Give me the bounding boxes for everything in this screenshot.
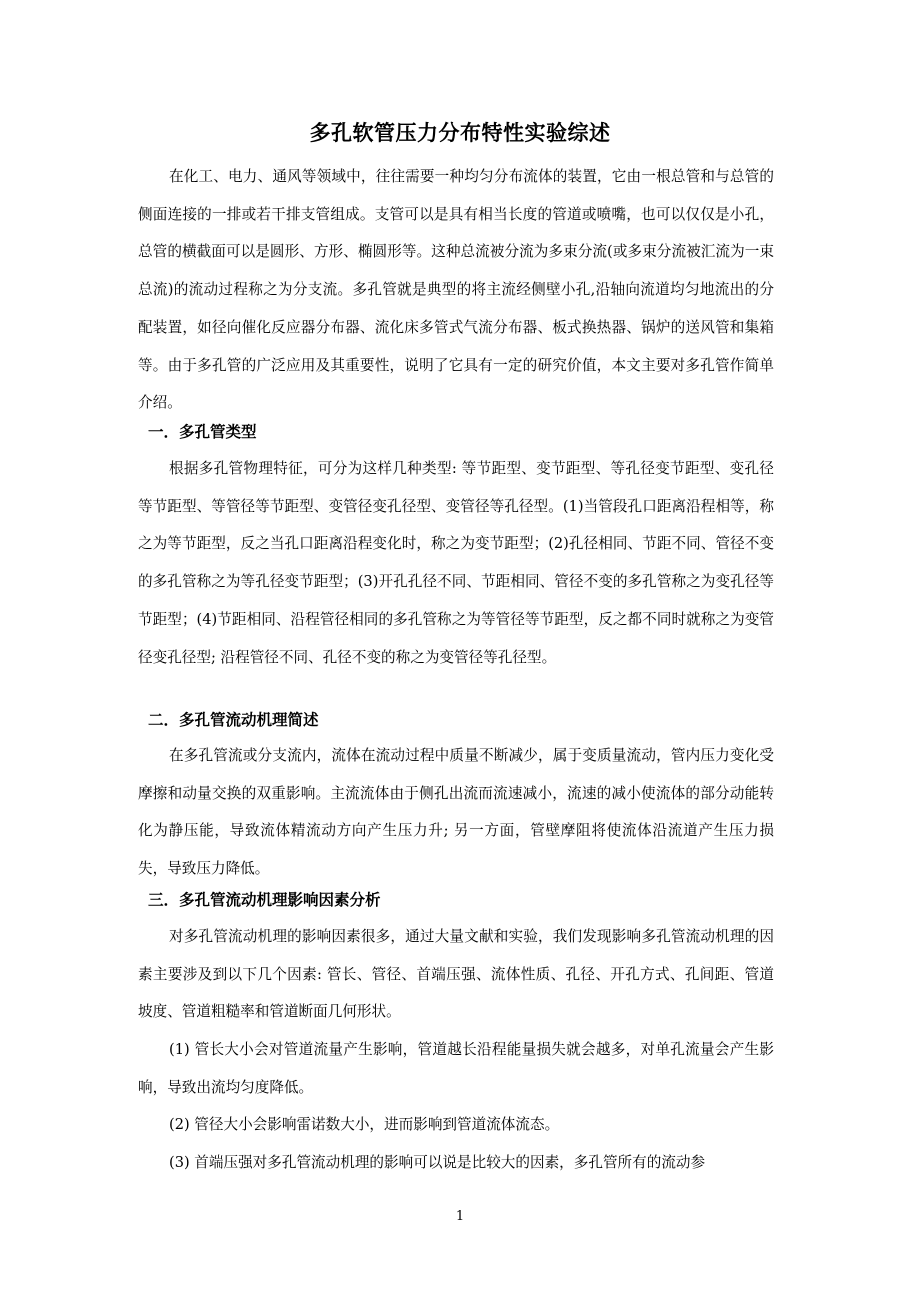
section-heading-types: 一．多孔管类型 — [148, 423, 257, 441]
factor-item-pipe-diameter: (2) 管径大小会影响雷诺数大小，进而影响到管道流体流态。 — [169, 1116, 560, 1133]
types-paragraph: 根据多孔管物理特征，可分为这样几种类型: 等节距型、变节距型、等孔径变节距型、变孔径等节距型、等管径等节距型、变管径变孔径型、变管径等孔径型。(1)当管段孔口距离沿程相等，称之为等节距型，反之当孔口距离沿程变化时，称之为变节距型；(2)孔径相同、节距不同、管径不变的多孔管称之为等孔径变节距型；(3)开孔孔径不同、节距相同、管径不变的多孔管称之为变孔径等节距型；(4)节距相同、沿程管径相同的多孔管称之为等管径等节距型，反之都不同时就称之为变管径变孔径型; 沿程管径不同、孔径不变的称之为变管径等孔径型。 — [138, 460, 774, 666]
intro-paragraph: 在化工、电力、通风等领域中，往往需要一种均匀分布流体的装置，它由一根总管和与总管的侧面连接的一排或若干排支管组成。支管可以是具有相当长度的管道或喷嘴，也可以仅仅是小孔，总管的横截面可以是圆形、方形、椭圆形等。这种总流被分流为多束分流(或多束分流被汇流为一束总流)的流动过程称之为分支流。多孔管就是典型的将主流经侧壁小孔,沿轴向流道均匀地流出的分配装置，如径向催化反应器分布器、流化床多管式气流分布器、板式换热器、锅炉的送风管和集箱等。由于多孔管的广泛应用及其重要性，说明了它具有一定的研究价值，本文主要对多孔管作简单介绍。 — [138, 168, 774, 412]
factor-item-inlet-pressure: (3) 首端压强对多孔管流动机理的影响可以说是比较大的因素，多孔管所有的流动参 — [169, 1154, 706, 1171]
factor-item-pipe-length: (1) 管长大小会对管道流量产生影响，管道越长沿程能量损失就会越多，对单孔流量会产生影响，导致出流均匀度降低。 — [138, 1041, 774, 1096]
page-number: 1 — [455, 1209, 465, 1224]
section-heading-factors: 三．多孔管流动机理影响因素分析 — [148, 891, 381, 909]
section-heading-mechanism: 二．多孔管流动机理简述 — [148, 711, 319, 729]
mechanism-paragraph: 在多孔管流或分支流内，流体在流动过程中质量不断减少，属于变质量流动，管内压力变化受摩擦和动量交换的双重影响。主流流体由于侧孔出流而流速减小，流速的减小使流体的部分动能转化为静压能，导致流体精流动方向产生压力升; 另一方面，管壁摩阻将使流体沿流道产生压力损失，导致压力降低。 — [138, 747, 774, 878]
factors-paragraph: 对多孔管流动机理的影响因素很多，通过大量文献和实验，我们发现影响多孔管流动机理的因素主要涉及到以下几个因素: 管长、管径、首端压强、流体性质、孔径、开孔方式、孔间距、管道坡度、管道粗糙率和管道断面几何形状。 — [138, 928, 774, 1021]
page-title: 多孔软管压力分布特性实验综述 — [309, 121, 611, 145]
